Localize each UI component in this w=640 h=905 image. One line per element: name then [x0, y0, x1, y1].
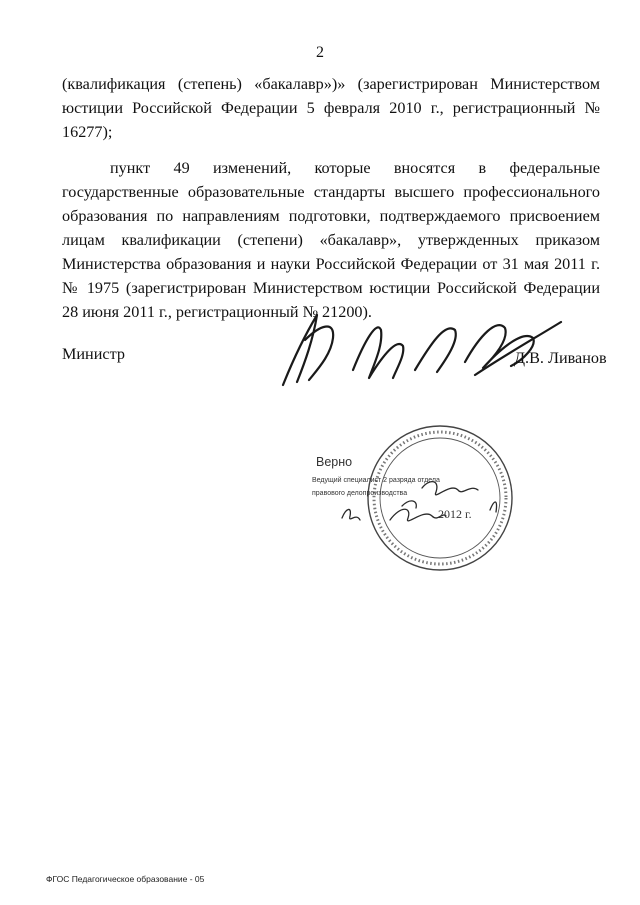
certifier-department: правового делопроизводства: [312, 490, 408, 497]
handwritten-signature: [265, 300, 565, 390]
signer-role: Министр: [62, 345, 125, 363]
certification-year: 2012 г.: [438, 507, 472, 521]
page-number: 2: [316, 44, 324, 61]
signer-name: Д.В. Ливанов: [514, 349, 607, 367]
certification-stamp: [300, 420, 520, 590]
document-footer: ФГОС Педагогическое образование - 05: [46, 874, 205, 884]
document-body: [62, 72, 600, 324]
paragraph-2: пункт 49 изменений, которые вносятся в федеральные государственные образовательные стандарты высшего профессионального образования по направлениям подготовки, подтверждаемого присвоением лицам квалификации (степени) «бакалавр», утвержденных приказом Министерства образования и науки Российской Федерации от 31 мая 2011 г. № 1975 (зарегистрирован Министерством юстиции Российской Федерации 28 июня 2011 г., регистрационный № 21200).: [62, 159, 600, 321]
certified-copy-label: Верно: [316, 455, 353, 469]
round-seal: [300, 420, 520, 590]
paragraph-1: (квалификация (степень) «бакалавр»)» (зарегистрирован Министерством юстиции Российской Федерации 5 февраля 2010 г., регистрационный № 16277);: [62, 75, 600, 141]
certifier-position: Ведущий специалист 2 разряда отдела: [312, 477, 440, 484]
